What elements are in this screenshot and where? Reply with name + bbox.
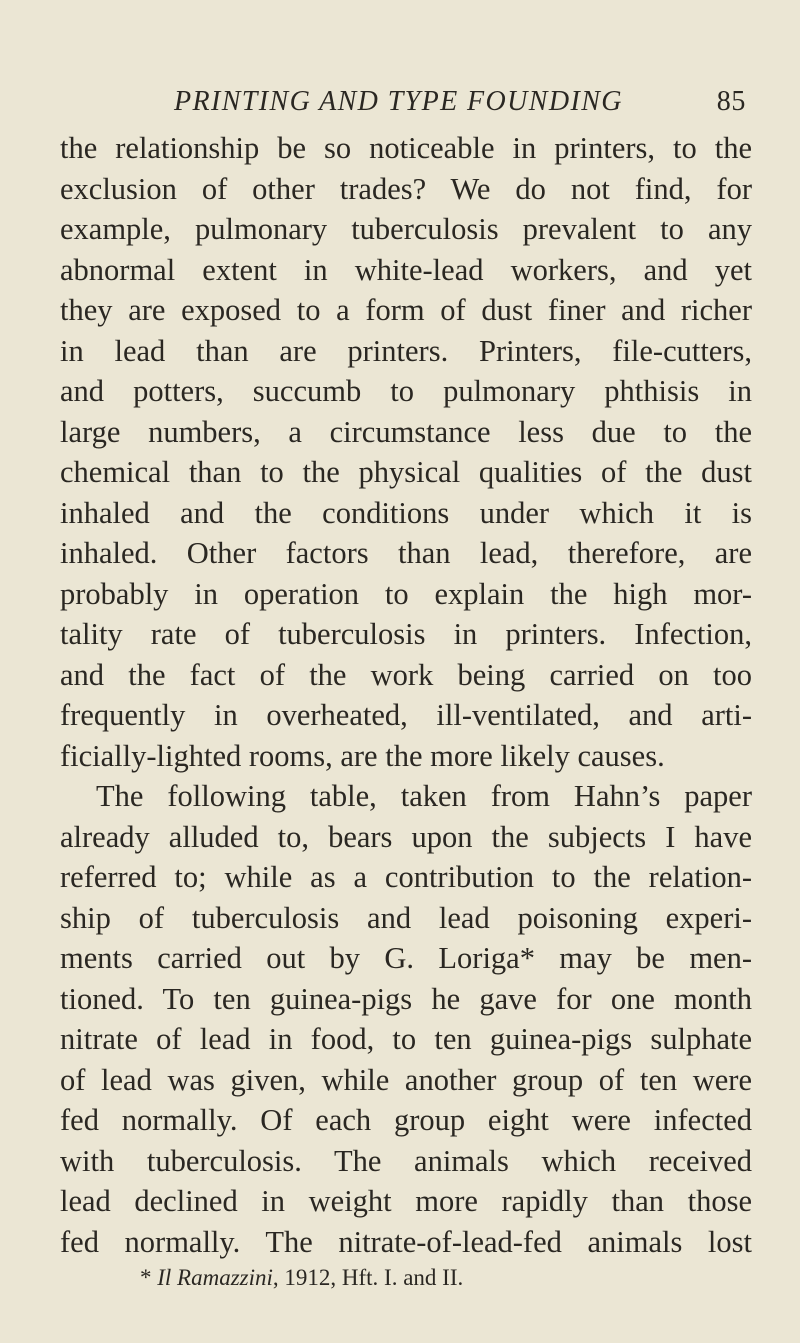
text-line: nitrate of lead in food, to ten guinea-pigs sulphate xyxy=(60,1022,752,1056)
footnote xyxy=(140,1263,463,1293)
footnote-marker: * xyxy=(140,1265,152,1290)
text-line: ship of tuberculosis and lead poisoning experi- xyxy=(60,900,752,935)
footnote-details: , 1912, Hft. I. and II. xyxy=(272,1265,464,1290)
text-line: example, pulmonary tuberculosis prevalent to any xyxy=(60,212,752,246)
text-line: tioned. To ten guinea-pigs he gave for one month xyxy=(60,981,752,1016)
text-line: they are exposed to a form of dust finer and richer xyxy=(60,293,752,327)
page-number: 85 xyxy=(716,86,746,117)
running-head xyxy=(140,86,752,122)
text-line: inhaled and the conditions under which it is xyxy=(60,495,752,530)
text-line: tality rate of tuberculosis in printers. Infection, xyxy=(60,617,752,651)
text-line: large numbers, a circumstance less due to the xyxy=(60,414,752,449)
text-line: ficially-lighted rooms, are the more likely causes. xyxy=(60,738,665,773)
running-head-title: PRINTING AND TYPE FOUNDING xyxy=(174,86,623,117)
text-line: and the fact of the work being carried on too xyxy=(60,657,752,692)
text-line: and potters, succumb to pulmonary phthisis in xyxy=(60,374,752,408)
text-line: with tuberculosis. The animals which received xyxy=(60,1143,752,1178)
text-line: probably in operation to explain the high mor- xyxy=(60,576,752,611)
text-line: referred to; while as a contribution to the relation- xyxy=(60,860,752,894)
text-line: fed normally. Of each group eight were infected xyxy=(60,1103,752,1137)
text-line: chemical than to the physical qualities of the dust xyxy=(60,455,752,489)
footnote-journal-title: Il Ramazzini xyxy=(157,1265,273,1290)
text-line: inhaled. Other factors than lead, therefore, are xyxy=(60,536,752,570)
text-line: lead declined in weight more rapidly than those xyxy=(60,1184,752,1218)
text-line: ments carried out by G. Loriga* may be men- xyxy=(60,941,752,975)
paragraph-first-line: The following table, taken from Hahn’s paper xyxy=(96,779,752,813)
text-line: already alluded to, bears upon the subjects I have xyxy=(60,819,752,854)
text-line: abnormal extent in white-lead workers, and yet xyxy=(60,252,752,287)
text-line: fed normally. The nitrate-of-lead-fed animals lost xyxy=(60,1224,752,1259)
text-line: of lead was given, while another group of ten were xyxy=(60,1062,752,1097)
text-line: the relationship be so noticeable in printers, to the xyxy=(60,131,752,165)
text-line: frequently in overheated, ill-ventilated, and arti- xyxy=(60,698,752,732)
text-line: in lead than are printers. Printers, file-cutters, xyxy=(60,333,752,368)
text-line: exclusion of other trades? We do not find, for xyxy=(60,171,752,206)
